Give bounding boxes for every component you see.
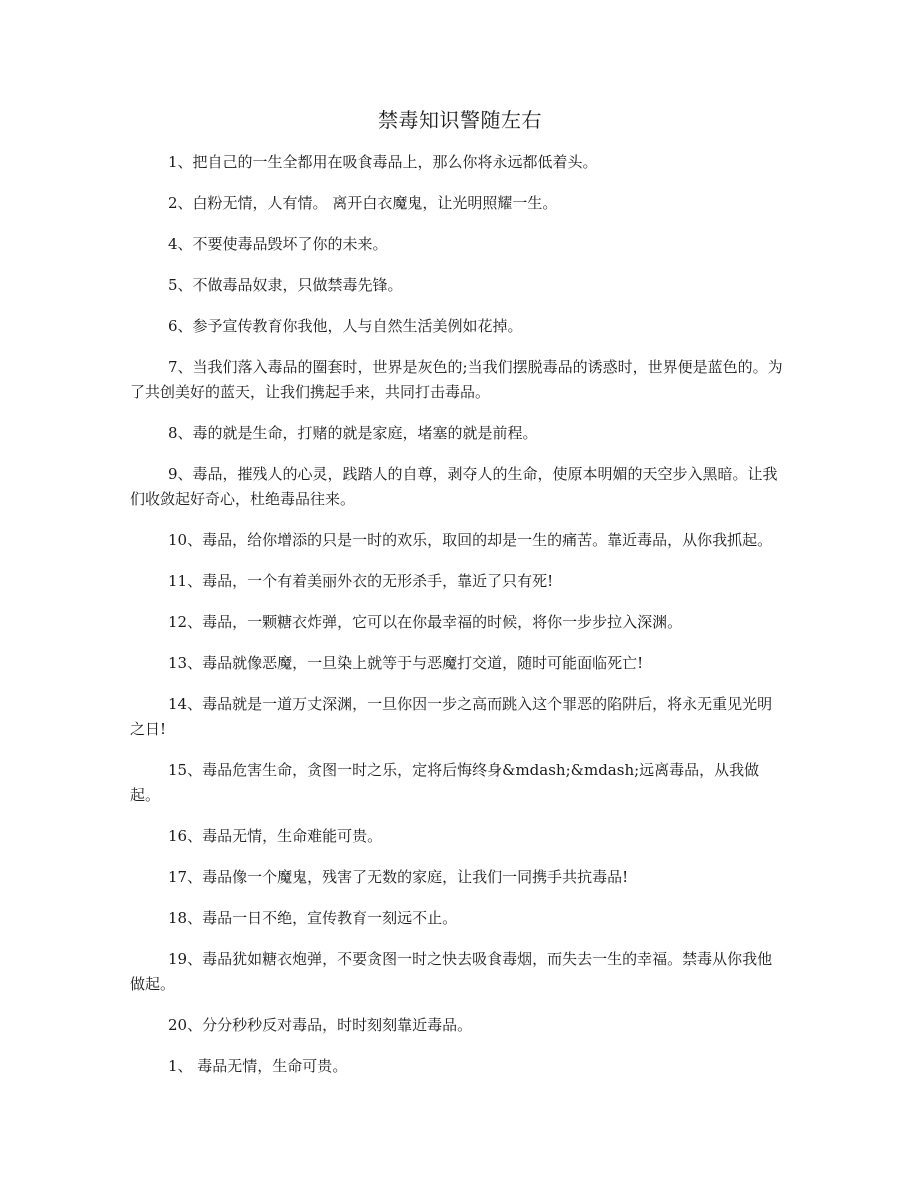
paragraph: 12、毒品，一颗糖衣炸弹，它可以在你最幸福的时候，将你一步步拉入深渊。 — [168, 613, 683, 631]
paragraph: 1、 毒品无情，生命可贵。 — [168, 1057, 348, 1075]
paragraph: 9、毒品，摧残人的心灵，践踏人的自尊，剥夺人的生命，使原本明媚的天空步入黑暗。让我们收敛起好奇心，杜绝毒品往来。 — [130, 465, 778, 508]
paragraph: 7、当我们落入毒品的圈套时，世界是灰色的;当我们摆脱毒品的诱惑时，世界便是蓝色的。为了共创美好的蓝天，让我们携起手来，共同打击毒品。 — [130, 358, 783, 401]
paragraph: 5、不做毒品奴隶，只做禁毒先锋。 — [168, 276, 403, 294]
paragraph: 14、毒品就是一道万丈深渊，一旦你因一步之高而跳入这个罪恶的陷阱后，将永无重见光明之日! — [130, 695, 773, 738]
paragraph: 4、不要使毒品毁坏了你的未来。 — [168, 235, 388, 253]
paragraph: 8、毒的就是生命，打赌的就是家庭，堵塞的就是前程。 — [168, 424, 538, 442]
paragraph: 13、毒品就像恶魔，一旦染上就等于与恶魔打交道，随时可能面临死亡! — [168, 654, 644, 672]
paragraph: 15、毒品危害生命，贪图一时之乐，定将后悔终身&mdash;&mdash;远离毒品，从我做起。 — [130, 761, 760, 804]
paragraph: 6、参予宣传教育你我他，人与自然生活美例如花掉。 — [168, 317, 523, 335]
paragraph: 1、把自己的一生全都用在吸食毒品上，那么你将永远都低着头。 — [168, 153, 598, 171]
paragraph: 11、毒品，一个有着美丽外衣的无形杀手，靠近了只有死! — [168, 572, 554, 590]
paragraph: 19、毒品犹如糖衣炮弹，不要贪图一时之快去吸食毒烟，而失去一生的幸福。禁毒从你我他做起。 — [130, 950, 773, 993]
paragraph: 17、毒品像一个魔鬼，残害了无数的家庭，让我们一同携手共抗毒品! — [168, 868, 629, 886]
document-body — [130, 150, 785, 1095]
paragraph: 18、毒品一日不绝，宣传教育一刻远不止。 — [168, 909, 458, 927]
paragraph: 16、毒品无情，生命难能可贵。 — [168, 827, 383, 845]
paragraph: 20、分分秒秒反对毒品，时时刻刻靠近毒品。 — [168, 1016, 473, 1034]
document-title: 禁毒知识警随左右 — [378, 108, 542, 132]
paragraph: 10、毒品，给你增添的只是一时的欢乐，取回的却是一生的痛苦。靠近毒品，从你我抓起。 — [168, 531, 773, 549]
paragraph: 2、白粉无情，人有情。 离开白衣魔鬼，让光明照耀一生。 — [168, 194, 558, 212]
